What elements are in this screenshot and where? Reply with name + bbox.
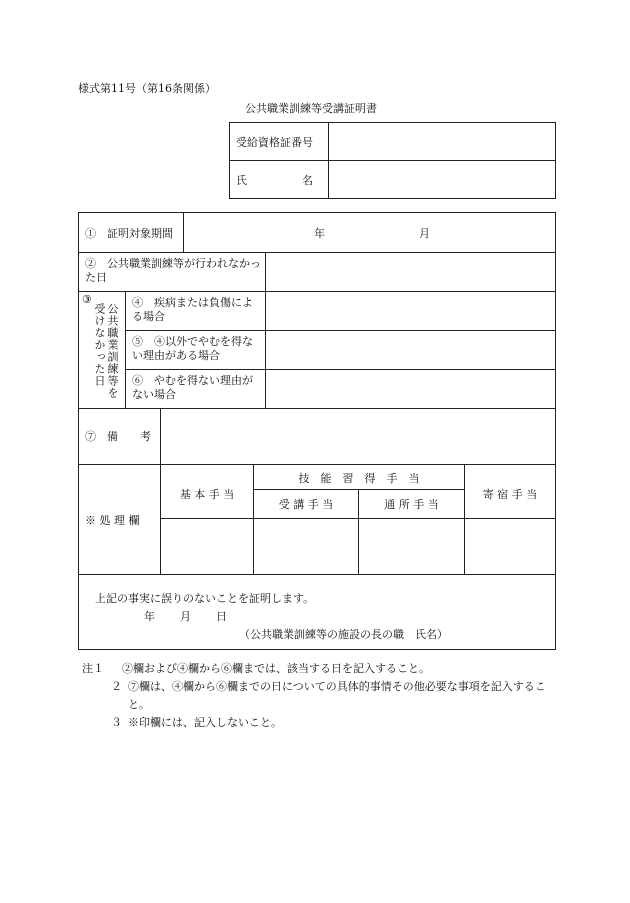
- note-item: [82, 678, 562, 714]
- note-item: [82, 660, 562, 678]
- other-reason-field[interactable]: [266, 331, 555, 369]
- certify-date[interactable]: 年 月 日: [144, 610, 228, 623]
- commute-allowance-header: 通 所 手 当: [384, 498, 439, 511]
- signer-label[interactable]: （公共職業訓練等の施設の長の職 氏名）: [239, 628, 448, 641]
- cert-number-label: 受給資格証番号: [230, 123, 329, 161]
- processing-label: ※ 処 理 欄: [85, 514, 140, 527]
- note-num: 注１: [82, 662, 104, 675]
- no-training-field[interactable]: [266, 252, 555, 291]
- period-label: ① 証明対象期間: [85, 227, 173, 240]
- notes: [82, 660, 562, 732]
- illness-field[interactable]: [266, 291, 555, 330]
- note-text: ⑦欄は、④欄から⑥欄までの日についての具体的事情その他必要な事項を記入すること。: [128, 680, 546, 711]
- main-form: [78, 212, 556, 650]
- name-field[interactable]: [329, 161, 556, 199]
- no-reason-label: ⑥ やむを得ない理由がない場合: [132, 374, 253, 401]
- absence-num: ③: [82, 293, 92, 306]
- certification-section: [79, 574, 555, 650]
- absence-vertical-label: 公共職業訓練等を受けなかった日: [93, 303, 119, 399]
- basic-allowance-field[interactable]: [161, 519, 253, 574]
- no-reason-field[interactable]: [266, 370, 555, 408]
- note-num: ３: [111, 716, 122, 729]
- illness-label: ④ 疾病または負傷による場合: [132, 296, 253, 323]
- id-table: [229, 122, 556, 199]
- note-item: [82, 714, 562, 732]
- note-num: ２: [111, 680, 122, 693]
- lecture-allowance-field[interactable]: [254, 519, 358, 574]
- no-training-row: [79, 252, 555, 292]
- note-text: ※印欄には、記入しないこと。: [128, 716, 282, 729]
- commute-allowance-field[interactable]: [359, 519, 464, 574]
- lodging-allowance-field[interactable]: [465, 519, 555, 574]
- note-text: ②欄および④欄から⑥欄までは、該当する日を記入すること。: [122, 662, 430, 675]
- remarks-field[interactable]: [161, 408, 555, 464]
- document-title: 公共職業訓練等受講証明書: [245, 102, 377, 115]
- period-row: [79, 213, 555, 253]
- certify-text: 上記の事実に誤りのないことを証明します。: [95, 592, 315, 605]
- remarks-label: ⑦ 備 考: [85, 430, 151, 443]
- processing-section: [79, 464, 555, 575]
- cert-number-field[interactable]: [329, 123, 556, 161]
- absence-section: [79, 291, 555, 409]
- lecture-allowance-header: 受 講 手 当: [278, 498, 334, 511]
- basic-allowance-header: 基 本 手 当: [179, 488, 235, 501]
- remarks-row: [79, 408, 555, 465]
- no-training-label: ② 公共職業訓練等が行われなかった日: [85, 257, 261, 284]
- lodging-allowance-header: 寄 宿 手 当: [482, 488, 538, 501]
- name-label: 氏 名: [230, 161, 329, 199]
- form-number: 様式第11号（第16条関係）: [78, 82, 216, 95]
- period-year: 年: [314, 227, 325, 240]
- period-month: 月: [419, 227, 430, 240]
- other-reason-label: ⑤ ④以外でやむを得ない理由がある場合: [132, 335, 253, 362]
- skill-allowance-header: 技 能 習 得 手 当: [298, 472, 420, 485]
